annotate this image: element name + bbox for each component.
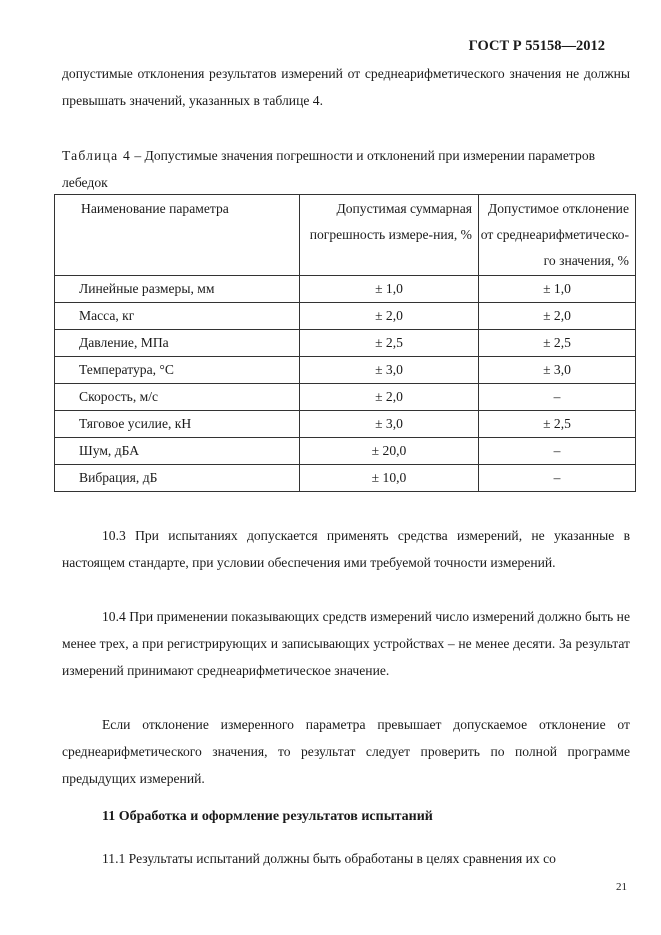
intro-paragraph: допустимые отклонения результатов измерений от среднеарифметического значения не должны превышать значений, указанных в таблице 4. bbox=[62, 66, 630, 108]
paragraph-deviation: Если отклонение измеренного параметра превышает допускаемое отклонение от среднеарифметического значения, то результат следует проверить по полной программе предыдущих измерений. bbox=[62, 717, 630, 786]
table-caption-lead: Таблица 4 bbox=[62, 148, 131, 163]
row-deviation: – bbox=[479, 465, 636, 492]
table-row bbox=[55, 438, 636, 465]
row-error: ± 10,0 bbox=[300, 465, 479, 492]
section-heading: 11 Обработка и оформление результатов испытаний bbox=[102, 809, 433, 824]
row-error: ± 2,0 bbox=[300, 384, 479, 411]
row-name: Температура, °С bbox=[55, 357, 300, 384]
page-number: 21 bbox=[616, 881, 627, 893]
row-deviation: ± 2,0 bbox=[479, 303, 636, 330]
paragraph-10-4: 10.4 При применении показывающих средств измерений число измерений должно быть не менее трех, а при регистрирующих и записывающих устройствах – не менее десяти. За результат измерений принимают среднеарифметическое значение. bbox=[62, 609, 630, 678]
row-error: ± 3,0 bbox=[300, 357, 479, 384]
table-row bbox=[55, 357, 636, 384]
row-deviation: ± 3,0 bbox=[479, 357, 636, 384]
row-error: ± 3,0 bbox=[300, 411, 479, 438]
header-total-error: Допустимая суммарная погрешность измере-ния, % bbox=[300, 195, 479, 276]
row-deviation: – bbox=[479, 438, 636, 465]
row-name: Масса, кг bbox=[55, 303, 300, 330]
table-header-row bbox=[55, 195, 636, 276]
document-header: ГОСТ Р 55158—2012 bbox=[468, 38, 605, 54]
row-error: ± 2,5 bbox=[300, 330, 479, 357]
row-name: Давление, МПа bbox=[55, 330, 300, 357]
row-error: ± 1,0 bbox=[300, 276, 479, 303]
table-row bbox=[55, 330, 636, 357]
table-caption bbox=[62, 142, 630, 196]
paragraph-10-3: 10.3 При испытаниях допускается применять средства измерений, не указанные в настоящем стандарте, при условии обеспечения ими требуемой точности измерений. bbox=[62, 528, 630, 570]
header-deviation: Допустимое отклонение от среднеарифметическо-го значения, % bbox=[479, 195, 636, 276]
header-parameter-name: Наименование параметра bbox=[55, 195, 300, 276]
table-caption-rest: – Допустимые значения погрешности и отклонений при измерении параметров лебедок bbox=[62, 148, 596, 190]
row-name: Скорость, м/с bbox=[55, 384, 300, 411]
row-name: Шум, дБА bbox=[55, 438, 300, 465]
row-name: Линейные размеры, мм bbox=[55, 276, 300, 303]
table-row bbox=[55, 384, 636, 411]
table-row bbox=[55, 465, 636, 492]
row-error: ± 2,0 bbox=[300, 303, 479, 330]
tolerance-table bbox=[54, 194, 636, 492]
table-row bbox=[55, 303, 636, 330]
table-row bbox=[55, 411, 636, 438]
row-error: ± 20,0 bbox=[300, 438, 479, 465]
row-deviation: ± 2,5 bbox=[479, 411, 636, 438]
row-deviation: ± 1,0 bbox=[479, 276, 636, 303]
row-deviation: ± 2,5 bbox=[479, 330, 636, 357]
row-name: Тяговое усилие, кН bbox=[55, 411, 300, 438]
paragraph-11-1: 11.1 Результаты испытаний должны быть обработаны в целях сравнения их со bbox=[102, 851, 556, 866]
row-name: Вибрация, дБ bbox=[55, 465, 300, 492]
table-row bbox=[55, 276, 636, 303]
row-deviation: – bbox=[479, 384, 636, 411]
